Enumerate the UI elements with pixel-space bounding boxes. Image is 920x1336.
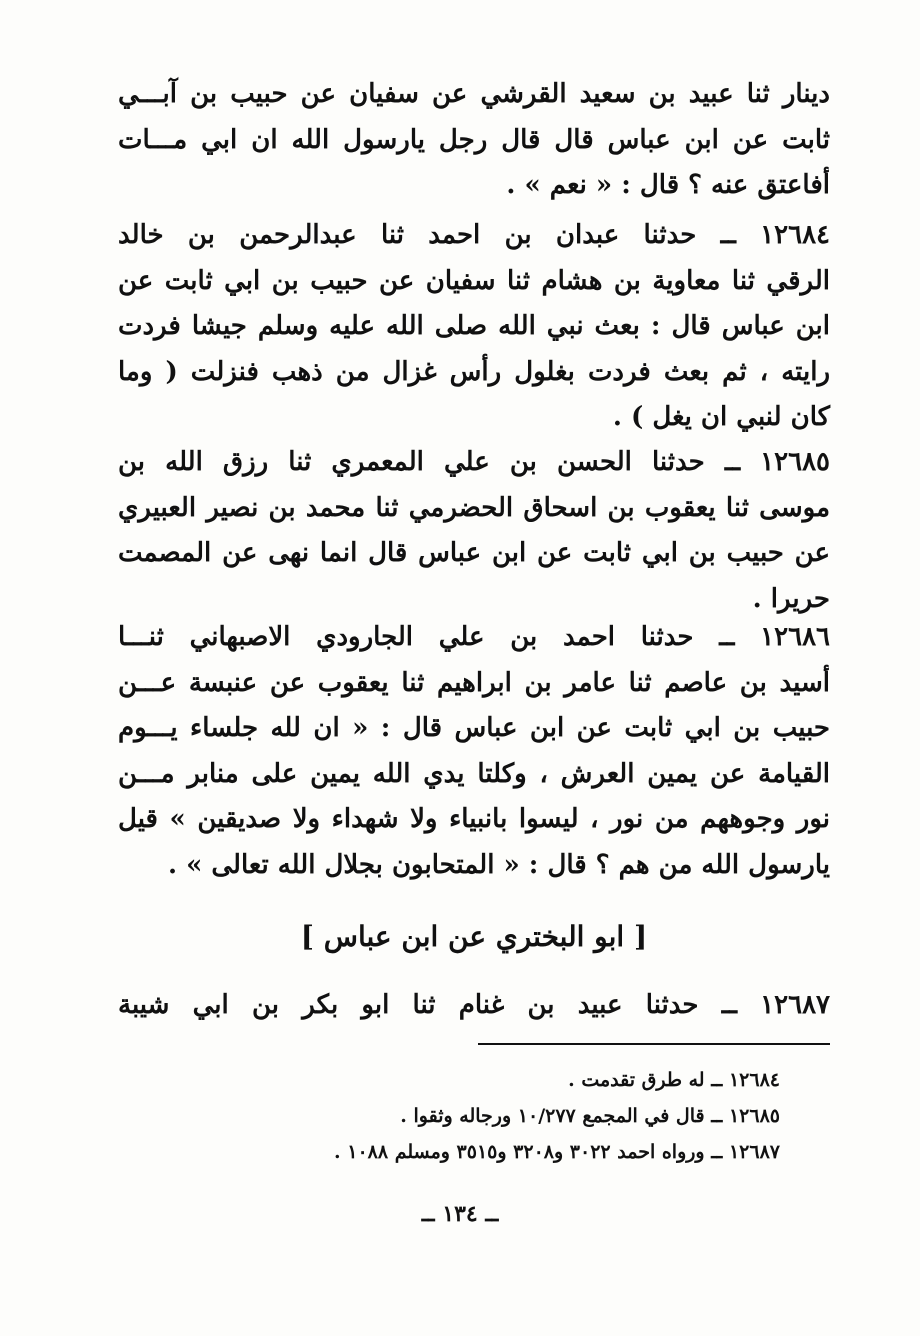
section-heading: [ ابو البختري عن ابن عباس ]: [300, 920, 648, 953]
text-line: ١٢٦٨٧ ــ حدثنا عبيد بن غنام ثنا ابو بكر بن ابي شيبة: [118, 990, 830, 1020]
text-line: حريرا .: [752, 583, 830, 614]
text-line: ١٢٦٨٦ ــ حدثنا احمد بن علي الجارودي الاصبهاني ثنـــا: [118, 622, 830, 652]
page-number: ــ ١٣٤ ــ: [421, 1201, 499, 1227]
text-line: أسيد بن عاصم ثنا عامر بن ابراهيم ثنا يعقوب عن عنبسة عـــن: [118, 667, 830, 698]
text-line: يارسول الله من هم ؟ قال : « المتحابون بجلال الله تعالى » .: [167, 849, 830, 880]
text-line: ١٢٦٨٥ ــ حدثنا الحسن بن علي المعمري ثنا رزق الله بن: [118, 447, 830, 477]
text-line: عن حبيب بن ابي ثابت عن ابن عباس قال انما نهى عن المصمت: [118, 538, 830, 568]
text-line: الرقي ثنا معاوية بن هشام ثنا سفيان عن حبيب بن ابي ثابت عن: [118, 265, 830, 296]
text-line: أفاعتق عنه ؟ قال : « نعم » .: [506, 170, 830, 200]
text-line: حبيب بن ابي ثابت عن ابن عباس قال : « ان لله جلساء يـــوم: [118, 713, 830, 743]
text-line: ثابت عن ابن عباس قال قال رجل يارسول الله ان ابي مـــات: [118, 124, 830, 155]
text-line: رايته ، ثم بعث فردت بغلول رأس غزال من ذهب فنزلت ( وما: [118, 356, 830, 387]
paragraph-hadith-12687: [118, 983, 830, 1029]
text-line: القيامة عن يمين العرش ، وكلتا يدي الله يمين على منابر مـــن: [118, 758, 830, 789]
footnote-item: ١٢٦٨٤ ــ له طرق تقدمت .: [568, 1069, 780, 1091]
paragraph-hadith-12684: [118, 213, 830, 441]
paragraph-hadith-continuation: [118, 72, 830, 209]
text-line: دينار ثنا عبيد بن سعيد القرشي عن سفيان عن حبيب بن آبـــي: [118, 79, 830, 109]
paragraph-hadith-12686: [118, 615, 830, 888]
text-line: ابن عباس قال : بعث نبي الله صلى الله عليه وسلم جيشا فردت: [118, 311, 830, 341]
paragraph-hadith-12685: [118, 440, 830, 622]
footnote-divider: [478, 1043, 830, 1045]
footnote-item: ١٢٦٨٥ ــ قال في المجمع ١٠/٢٧٧ ورجاله وثقوا .: [400, 1105, 780, 1127]
text-line: نور وجوههم من نور ، ليسوا بانبياء ولا شهداء ولا صديقين » قيل: [118, 804, 830, 834]
footnote-item: ١٢٦٨٧ ــ ورواه احمد ٣٠٢٢ و٣٢٠٨ و٣٥١٥ ومسلم ١٠٨٨ .: [334, 1141, 780, 1163]
text-line: ١٢٦٨٤ ــ حدثنا عبدان بن احمد ثنا عبدالرحمن بن خالد: [118, 220, 830, 250]
footnotes: [180, 1062, 780, 1170]
text-line: موسى ثنا يعقوب بن اسحاق الحضرمي ثنا محمد بن نصير العبيري: [118, 492, 830, 523]
text-line: كان لنبي ان يغل ) .: [612, 402, 830, 432]
